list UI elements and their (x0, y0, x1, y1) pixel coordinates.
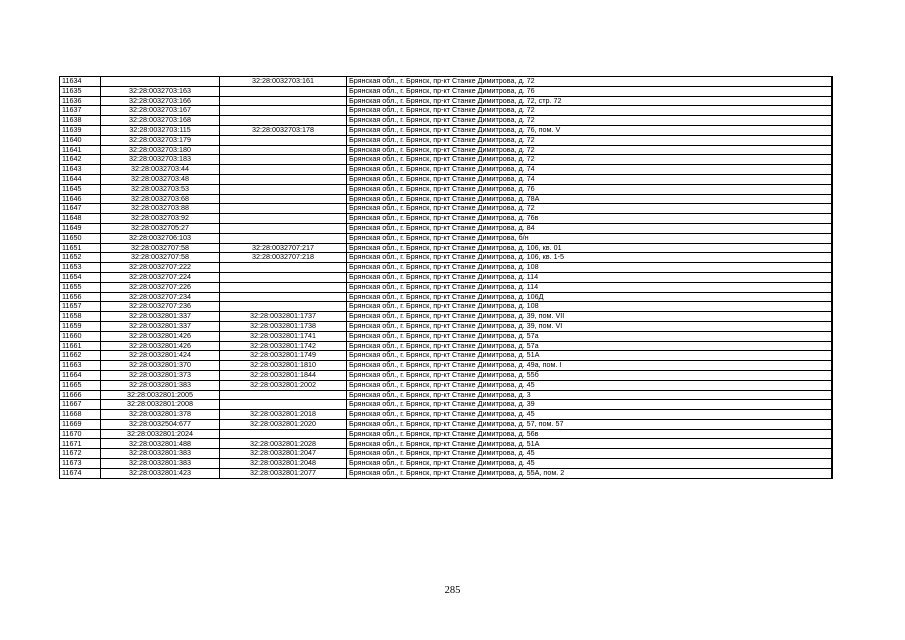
address-cell: Брянская обл., г. Брянск, пр-кт Станке Димитрова, д. 51А (347, 439, 832, 449)
row-number-cell: 11645 (60, 184, 101, 194)
object-cadastral-number-cell (220, 302, 347, 312)
row-number-cell: 11670 (60, 429, 101, 439)
object-cadastral-number-cell (220, 282, 347, 292)
row-number-cell: 11637 (60, 106, 101, 116)
row-number-cell: 11639 (60, 125, 101, 135)
address-cell: Брянская обл., г. Брянск, пр-кт Станке Димитрова, д. 39, пом. VI (347, 321, 832, 331)
table-row (60, 125, 832, 135)
cadastral-number-cell: 32:28:0032703:68 (101, 194, 220, 204)
row-number-cell: 11651 (60, 243, 101, 253)
cadastral-number-cell: 32:28:0032707:224 (101, 272, 220, 282)
cadastral-number-cell: 32:28:0032703:48 (101, 174, 220, 184)
address-cell: Брянская обл., г. Брянск, пр-кт Станке Димитрова, д. 106, кв. 01 (347, 243, 832, 253)
cadastral-number-cell: 32:28:0032703:180 (101, 145, 220, 155)
cadastral-number-cell: 32:28:0032801:426 (101, 331, 220, 341)
row-number-cell: 11654 (60, 272, 101, 282)
object-cadastral-number-cell (220, 263, 347, 273)
cadastral-number-cell: 32:28:0032707:222 (101, 263, 220, 273)
table-row (60, 194, 832, 204)
row-number-cell: 11636 (60, 96, 101, 106)
row-number-cell: 11644 (60, 174, 101, 184)
object-cadastral-number-cell: 32:28:0032801:2077 (220, 468, 347, 478)
table-row (60, 145, 832, 155)
address-cell: Брянская обл., г. Брянск, пр-кт Станке Димитрова, д. 76, пом. V (347, 125, 832, 135)
row-number-cell: 11666 (60, 390, 101, 400)
object-cadastral-number-cell (220, 194, 347, 204)
cadastral-number-cell: 32:28:0032707:226 (101, 282, 220, 292)
row-number-cell: 11657 (60, 302, 101, 312)
cadastral-number-cell: 32:28:0032703:168 (101, 116, 220, 126)
table-row (60, 135, 832, 145)
address-cell: Брянская обл., г. Брянск, пр-кт Станке Димитрова, д. 76в (347, 214, 832, 224)
row-number-cell: 11668 (60, 410, 101, 420)
object-cadastral-number-cell: 32:28:0032801:2028 (220, 439, 347, 449)
cadastral-number-cell: 32:28:0032801:423 (101, 468, 220, 478)
object-cadastral-number-cell: 32:28:0032801:2048 (220, 459, 347, 469)
object-cadastral-number-cell (220, 106, 347, 116)
object-cadastral-number-cell (220, 96, 347, 106)
address-cell: Брянская обл., г. Брянск, пр-кт Станке Димитрова, д. 45 (347, 410, 832, 420)
address-cell: Брянская обл., г. Брянск, пр-кт Станке Димитрова, д. 76 (347, 184, 832, 194)
cadastral-number-cell: 32:28:0032801:426 (101, 341, 220, 351)
object-cadastral-number-cell (220, 155, 347, 165)
cadastral-number-cell: 32:28:0032504:677 (101, 419, 220, 429)
row-number-cell: 11653 (60, 263, 101, 273)
address-cell: Брянская обл., г. Брянск, пр-кт Станке Димитрова, д. 55б (347, 370, 832, 380)
object-cadastral-number-cell: 32:28:0032801:1844 (220, 370, 347, 380)
address-cell: Брянская обл., г. Брянск, пр-кт Станке Димитрова, д. 57а (347, 341, 832, 351)
address-cell: Брянская обл., г. Брянск, пр-кт Станке Димитрова, д. 72 (347, 155, 832, 165)
object-cadastral-number-cell (220, 214, 347, 224)
table-row (60, 272, 832, 282)
table-row (60, 86, 832, 96)
table-body (60, 77, 832, 479)
table-row (60, 351, 832, 361)
row-number-cell: 11635 (60, 86, 101, 96)
cadastral-number-cell: 32:28:0032707:236 (101, 302, 220, 312)
row-number-cell: 11656 (60, 292, 101, 302)
row-number-cell: 11638 (60, 116, 101, 126)
address-cell: Брянская обл., г. Брянск, пр-кт Станке Димитрова, д. 74 (347, 165, 832, 175)
object-cadastral-number-cell (220, 390, 347, 400)
row-number-cell: 11669 (60, 419, 101, 429)
object-cadastral-number-cell (220, 223, 347, 233)
address-cell: Брянская обл., г. Брянск, пр-кт Станке Димитрова, д. 114 (347, 272, 832, 282)
address-cell: Брянская обл., г. Брянск, пр-кт Станке Димитрова, д. 72, стр. 72 (347, 96, 832, 106)
row-number-cell: 11674 (60, 468, 101, 478)
page-number: 285 (444, 585, 461, 596)
table-row (60, 233, 832, 243)
address-cell: Брянская обл., г. Брянск, пр-кт Станке Димитрова, д. 72 (347, 77, 832, 87)
object-cadastral-number-cell: 32:28:0032801:2047 (220, 449, 347, 459)
address-cell: Брянская обл., г. Брянск, пр-кт Станке Димитрова, д. 39 (347, 400, 832, 410)
object-cadastral-number-cell (220, 86, 347, 96)
object-cadastral-number-cell: 32:28:0032703:161 (220, 77, 347, 87)
cadastral-number-cell: 32:28:0032801:383 (101, 449, 220, 459)
object-cadastral-number-cell: 32:28:0032801:1738 (220, 321, 347, 331)
row-number-cell: 11660 (60, 331, 101, 341)
object-cadastral-number-cell: 32:28:0032801:2002 (220, 380, 347, 390)
table-row (60, 165, 832, 175)
row-number-cell: 11655 (60, 282, 101, 292)
table-row (60, 155, 832, 165)
table-row (60, 243, 832, 253)
object-cadastral-number-cell (220, 429, 347, 439)
object-cadastral-number-cell (220, 184, 347, 194)
table-row (60, 429, 832, 439)
row-number-cell: 11647 (60, 204, 101, 214)
row-number-cell: 11648 (60, 214, 101, 224)
cadastral-number-cell: 32:28:0032703:115 (101, 125, 220, 135)
address-cell: Брянская обл., г. Брянск, пр-кт Станке Димитрова, д. 72 (347, 116, 832, 126)
row-number-cell: 11641 (60, 145, 101, 155)
object-cadastral-number-cell (220, 400, 347, 410)
object-cadastral-number-cell (220, 165, 347, 175)
row-number-cell: 11650 (60, 233, 101, 243)
cadastral-number-cell: 32:28:0032703:167 (101, 106, 220, 116)
object-cadastral-number-cell: 32:28:0032801:1749 (220, 351, 347, 361)
object-cadastral-number-cell (220, 233, 347, 243)
object-cadastral-number-cell: 32:28:0032801:2018 (220, 410, 347, 420)
address-cell: Брянская обл., г. Брянск, пр-кт Станке Димитрова, д. 106Д (347, 292, 832, 302)
table-row (60, 400, 832, 410)
cadastral-number-cell: 32:28:0032705:27 (101, 223, 220, 233)
cadastral-number-cell (101, 77, 220, 87)
cadastral-number-cell: 32:28:0032703:92 (101, 214, 220, 224)
cadastral-number-cell: 32:28:0032801:488 (101, 439, 220, 449)
cadastral-table (59, 76, 832, 479)
object-cadastral-number-cell (220, 204, 347, 214)
cadastral-number-cell: 32:28:0032707:58 (101, 243, 220, 253)
table-row (60, 263, 832, 273)
table-row (60, 331, 832, 341)
object-cadastral-number-cell (220, 292, 347, 302)
cadastral-number-cell: 32:28:0032706:103 (101, 233, 220, 243)
address-cell: Брянская обл., г. Брянск, пр-кт Станке Димитрова, д. 114 (347, 282, 832, 292)
address-cell: Брянская обл., г. Брянск, пр-кт Станке Димитрова, д. 72 (347, 145, 832, 155)
cadastral-number-cell: 32:28:0032801:337 (101, 312, 220, 322)
object-cadastral-number-cell: 32:28:0032801:1741 (220, 331, 347, 341)
address-cell: Брянская обл., г. Брянск, пр-кт Станке Димитрова, д. 3 (347, 390, 832, 400)
object-cadastral-number-cell (220, 135, 347, 145)
address-cell: Брянская обл., г. Брянск, пр-кт Станке Димитрова, д. 45 (347, 380, 832, 390)
address-cell: Брянская обл., г. Брянск, пр-кт Станке Димитрова, д. 72 (347, 106, 832, 116)
cadastral-number-cell: 32:28:0032703:44 (101, 165, 220, 175)
object-cadastral-number-cell: 32:28:0032801:1742 (220, 341, 347, 351)
row-number-cell: 11662 (60, 351, 101, 361)
address-cell: Брянская обл., г. Брянск, пр-кт Станке Димитрова, д. 39, пом. VII (347, 312, 832, 322)
table-row (60, 106, 832, 116)
cadastral-number-cell: 32:28:0032703:88 (101, 204, 220, 214)
cadastral-number-cell: 32:28:0032707:58 (101, 253, 220, 263)
table-row (60, 439, 832, 449)
address-cell: Брянская обл., г. Брянск, пр-кт Станке Димитрова, д. 57а (347, 331, 832, 341)
row-number-cell: 11664 (60, 370, 101, 380)
table-row (60, 302, 832, 312)
cadastral-number-cell: 32:28:0032801:2024 (101, 429, 220, 439)
row-number-cell: 11665 (60, 380, 101, 390)
row-number-cell: 11643 (60, 165, 101, 175)
table-row (60, 312, 832, 322)
address-cell: Брянская обл., г. Брянск, пр-кт Станке Димитрова, д. 108 (347, 263, 832, 273)
table-row (60, 370, 832, 380)
row-number-cell: 11659 (60, 321, 101, 331)
object-cadastral-number-cell (220, 116, 347, 126)
object-cadastral-number-cell (220, 272, 347, 282)
table-row (60, 96, 832, 106)
row-number-cell: 11671 (60, 439, 101, 449)
table-row (60, 410, 832, 420)
address-cell: Брянская обл., г. Брянск, пр-кт Станке Димитрова, д. 49а, пом. I (347, 361, 832, 371)
table-row (60, 174, 832, 184)
cadastral-number-cell: 32:28:0032703:166 (101, 96, 220, 106)
address-cell: Брянская обл., г. Брянск, пр-кт Станке Димитрова, д. 76 (347, 86, 832, 96)
cadastral-number-cell: 32:28:0032801:370 (101, 361, 220, 371)
object-cadastral-number-cell: 32:28:0032801:1810 (220, 361, 347, 371)
row-number-cell: 11652 (60, 253, 101, 263)
table-row (60, 253, 832, 263)
cadastral-number-cell: 32:28:0032703:163 (101, 86, 220, 96)
table-row (60, 380, 832, 390)
table-row (60, 282, 832, 292)
cadastral-number-cell: 32:28:0032801:383 (101, 380, 220, 390)
table-row (60, 341, 832, 351)
address-cell: Брянская обл., г. Брянск, пр-кт Станке Димитрова, д. 56в (347, 429, 832, 439)
table-row (60, 223, 832, 233)
row-number-cell: 11661 (60, 341, 101, 351)
address-cell: Брянская обл., г. Брянск, пр-кт Станке Димитрова, д. 51А (347, 351, 832, 361)
row-number-cell: 11642 (60, 155, 101, 165)
cadastral-number-cell: 32:28:0032801:337 (101, 321, 220, 331)
cadastral-number-cell: 32:28:0032801:424 (101, 351, 220, 361)
address-cell: Брянская обл., г. Брянск, пр-кт Станке Димитрова, д. 57, пом. 57 (347, 419, 832, 429)
cadastral-number-cell: 32:28:0032703:179 (101, 135, 220, 145)
row-number-cell: 11673 (60, 459, 101, 469)
address-cell: Брянская обл., г. Брянск, пр-кт Станке Димитрова, д. 55А, пом. 2 (347, 468, 832, 478)
table-row (60, 390, 832, 400)
address-cell: Брянская обл., г. Брянск, пр-кт Станке Димитрова, б/н (347, 233, 832, 243)
cadastral-number-cell: 32:28:0032703:183 (101, 155, 220, 165)
table-row (60, 292, 832, 302)
row-number-cell: 11663 (60, 361, 101, 371)
row-number-cell: 11640 (60, 135, 101, 145)
table-row (60, 361, 832, 371)
address-cell: Брянская обл., г. Брянск, пр-кт Станке Димитрова, д. 84 (347, 223, 832, 233)
table-row (60, 184, 832, 194)
row-number-cell: 11658 (60, 312, 101, 322)
address-cell: Брянская обл., г. Брянск, пр-кт Станке Димитрова, д. 72 (347, 204, 832, 214)
object-cadastral-number-cell: 32:28:0032707:218 (220, 253, 347, 263)
address-cell: Брянская обл., г. Брянск, пр-кт Станке Димитрова, д. 108 (347, 302, 832, 312)
object-cadastral-number-cell: 32:28:0032801:1737 (220, 312, 347, 322)
cadastral-number-cell: 32:28:0032703:53 (101, 184, 220, 194)
object-cadastral-number-cell: 32:28:0032707:217 (220, 243, 347, 253)
table-row (60, 116, 832, 126)
row-number-cell: 11646 (60, 194, 101, 204)
table-row (60, 419, 832, 429)
address-cell: Брянская обл., г. Брянск, пр-кт Станке Димитрова, д. 45 (347, 449, 832, 459)
cadastral-number-cell: 32:28:0032801:373 (101, 370, 220, 380)
row-number-cell: 11667 (60, 400, 101, 410)
cadastral-number-cell: 32:28:0032801:2008 (101, 400, 220, 410)
table-row (60, 321, 832, 331)
table-row (60, 449, 832, 459)
address-cell: Брянская обл., г. Брянск, пр-кт Станке Димитрова, д. 72 (347, 135, 832, 145)
table-row (60, 77, 832, 87)
cadastral-number-cell: 32:28:0032801:2005 (101, 390, 220, 400)
object-cadastral-number-cell (220, 174, 347, 184)
object-cadastral-number-cell: 32:28:0032703:178 (220, 125, 347, 135)
cadastral-number-cell: 32:28:0032707:234 (101, 292, 220, 302)
table-row (60, 468, 832, 478)
table-row (60, 214, 832, 224)
object-cadastral-number-cell (220, 145, 347, 155)
object-cadastral-number-cell: 32:28:0032801:2020 (220, 419, 347, 429)
table-row (60, 459, 832, 469)
address-cell: Брянская обл., г. Брянск, пр-кт Станке Димитрова, д. 78А (347, 194, 832, 204)
cadastral-number-cell: 32:28:0032801:378 (101, 410, 220, 420)
address-cell: Брянская обл., г. Брянск, пр-кт Станке Димитрова, д. 45 (347, 459, 832, 469)
address-cell: Брянская обл., г. Брянск, пр-кт Станке Димитрова, д. 106, кв. 1-5 (347, 253, 832, 263)
row-number-cell: 11672 (60, 449, 101, 459)
row-number-cell: 11649 (60, 223, 101, 233)
address-cell: Брянская обл., г. Брянск, пр-кт Станке Димитрова, д. 74 (347, 174, 832, 184)
cadastral-number-cell: 32:28:0032801:383 (101, 459, 220, 469)
row-number-cell: 11634 (60, 77, 101, 87)
table-row (60, 204, 832, 214)
